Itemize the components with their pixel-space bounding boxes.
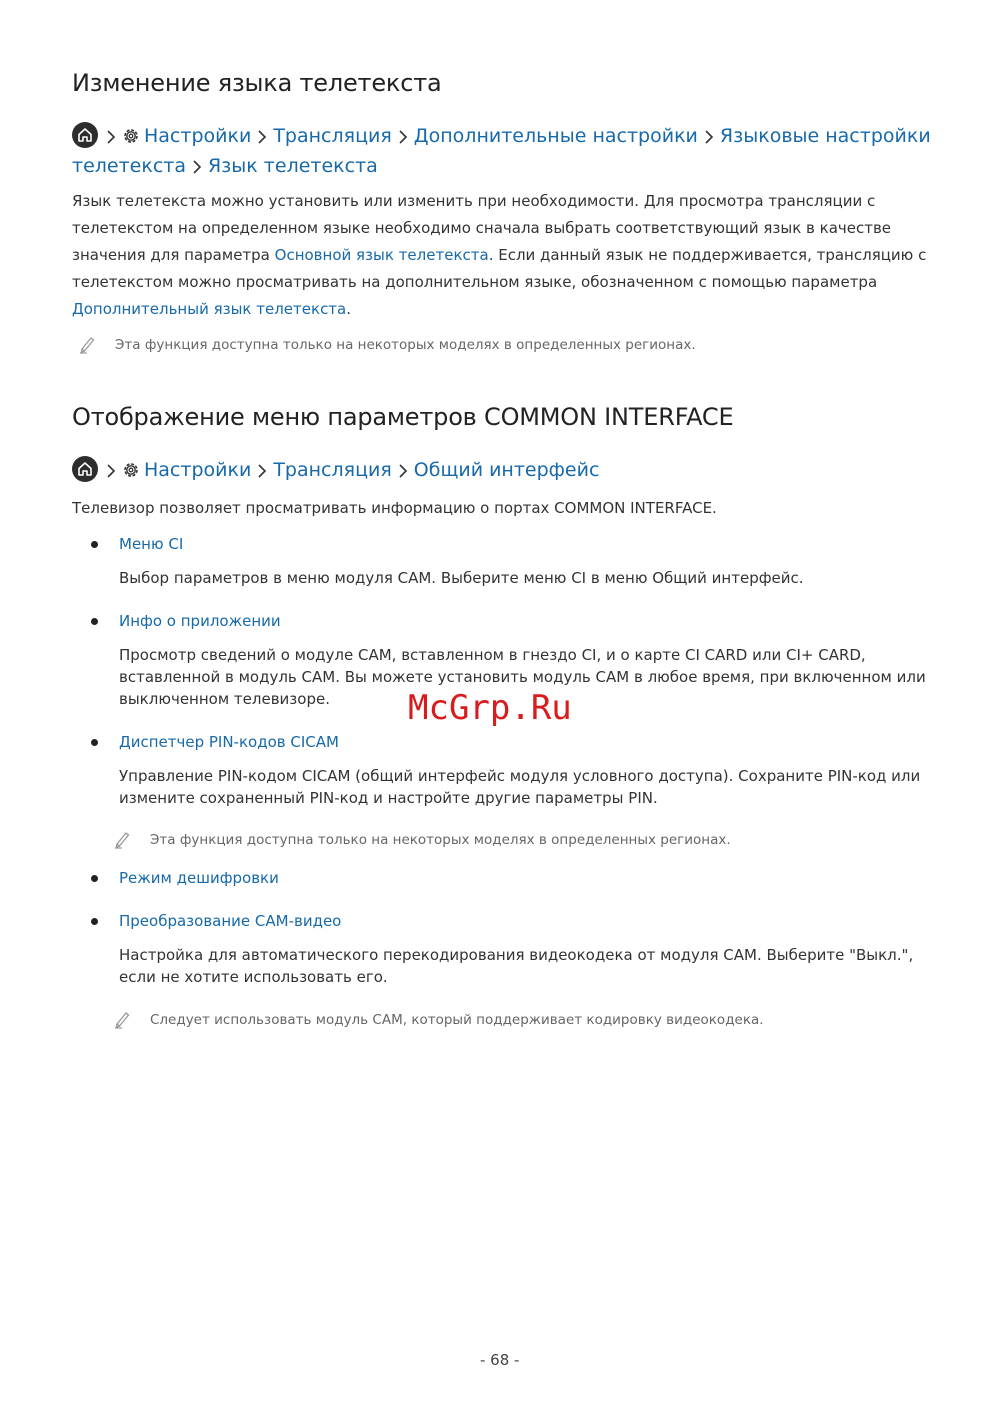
bullet	[91, 618, 98, 625]
bullet	[91, 739, 98, 746]
note-text: Следует использовать модуль CAM, который поддерживает кодировку видеокодека.	[150, 1012, 764, 1028]
chevron-right-icon	[192, 155, 202, 182]
page-number: - 68 -	[480, 1351, 520, 1369]
item-title-ci-menu[interactable]: Меню CI	[119, 535, 184, 553]
home-icon[interactable]	[72, 456, 98, 482]
breadcrumb-item-broadcast[interactable]: Трансляция	[273, 125, 392, 147]
chevron-right-icon	[257, 125, 267, 152]
home-icon[interactable]	[72, 122, 98, 148]
section-title-common-interface: Отображение меню параметров COMMON INTERFACE	[72, 403, 734, 431]
bullet	[91, 918, 98, 925]
breadcrumb-item-broadcast[interactable]: Трансляция	[273, 459, 392, 481]
item-title-decryption-mode[interactable]: Режим дешифровки	[119, 869, 279, 887]
pencil-icon	[113, 829, 131, 853]
link-secondary-teletext-language[interactable]: Дополнительный язык телетекста	[72, 300, 347, 318]
chevron-right-icon	[106, 125, 116, 152]
bullet	[91, 541, 98, 548]
item-title-cicam-pin-manager[interactable]: Диспетчер PIN-кодов CICAM	[119, 733, 339, 751]
pencil-icon	[113, 1009, 131, 1033]
breadcrumb-item-settings[interactable]: Настройки	[144, 459, 252, 481]
breadcrumb-item-teletext-language-settings[interactable]: Языковые настройки телетекста	[72, 125, 931, 177]
link-primary-teletext-language[interactable]: Основной язык телетекста	[274, 246, 489, 264]
item-text-cam-video-transcoding: Настройка для автоматического перекодирования видеокодека от модуля CAM. Выберите "Выкл.", если не хотите использовать его.	[119, 946, 914, 986]
breadcrumb	[72, 456, 952, 487]
breadcrumb-item-common-interface[interactable]: Общий интерфейс	[413, 459, 600, 481]
chevron-right-icon	[398, 459, 408, 486]
gear-icon	[122, 126, 140, 153]
pencil-icon	[78, 334, 96, 358]
breadcrumb-item-teletext-language[interactable]: Язык телетекста	[207, 155, 378, 177]
chevron-right-icon	[106, 459, 116, 486]
common-interface-intro: Телевизор позволяет просматривать информацию о портах COMMON INTERFACE.	[72, 499, 717, 517]
watermark: McGrp.Ru	[408, 688, 572, 728]
item-text-app-info: Просмотр сведений о модуле CAM, вставленном в гнездо CI, и о карте CI CARD или CI+ CARD, вставленной в модуль CAM. Вы можете установить модуль CAM в любое время, при включенном или выключенном телевизоре.	[119, 646, 926, 708]
note-text: Эта функция доступна только на некоторых моделях в определенных регионах.	[150, 832, 731, 848]
teletext-description: Язык телетекста можно установить или изменить при необходимости. Для просмотра трансляции с телетекстом на определенном языке необходимо сначала выбрать соответствующий язык в качестве значения для параметра Основной язык телетекста. Если данный язык не поддерживается, трансляцию с телетекстом можно просматривать на дополнительном языке, обозначенном с помощью параметра Дополнительный язык телетекста.	[72, 192, 927, 318]
breadcrumb	[72, 122, 952, 182]
bullet	[91, 875, 98, 882]
breadcrumb-item-advanced-settings[interactable]: Дополнительные настройки	[413, 125, 698, 147]
item-title-cam-video-transcoding[interactable]: Преобразование CAM-видео	[119, 912, 342, 930]
note-text: Эта функция доступна только на некоторых моделях в определенных регионах.	[115, 337, 696, 353]
item-text-cicam-pin-manager: Управление PIN-кодом CICAM (общий интерфейс модуля условного доступа). Сохраните PIN-код или измените сохраненный PIN-код и настройте другие параметры PIN.	[119, 767, 921, 807]
item-title-app-info[interactable]: Инфо о приложении	[119, 612, 281, 630]
item-text-ci-menu: Выбор параметров в меню модуля CAM. Выберите меню CI в меню Общий интерфейс.	[119, 569, 804, 587]
section-title-teletext-language: Изменение языка телетекста	[72, 69, 442, 97]
breadcrumb-item-settings[interactable]: Настройки	[144, 125, 252, 147]
chevron-right-icon	[398, 125, 408, 152]
chevron-right-icon	[257, 459, 267, 486]
gear-icon	[122, 460, 140, 487]
chevron-right-icon	[704, 125, 714, 152]
